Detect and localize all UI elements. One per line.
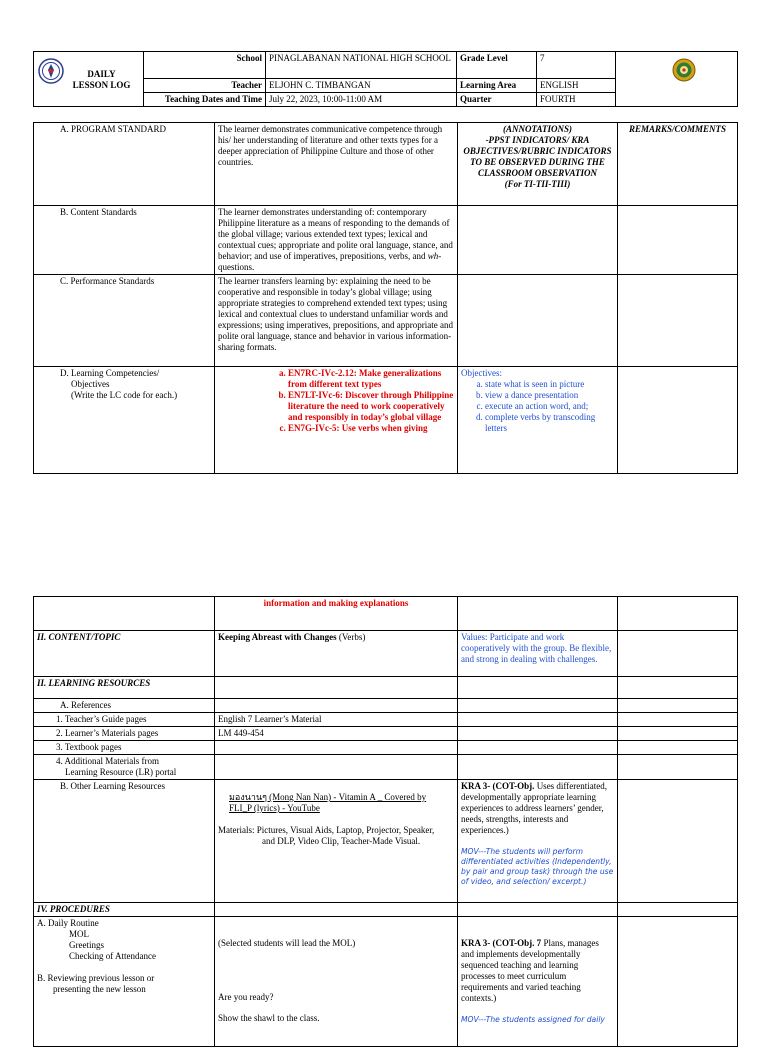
ready-question: Are you ready? [218, 992, 274, 1002]
values-text: Values: Participate and work cooperatively with the group. Be flexible, and strong in dealing with challenges. [458, 631, 618, 677]
kra1-cell [458, 780, 618, 903]
objective-item: c. execute an action word, and; [485, 401, 614, 412]
objective-item: d. complete verbs by transcoding letters [485, 412, 614, 434]
tb-cell-3 [458, 741, 618, 755]
kra2-text: Plans, manages and implements developmentally sequenced teaching and learning processes to meet curriculum requirements and varied teaching contexts.) [461, 938, 599, 1003]
video-link-line1[interactable]: มองนานๆ (Mong Nan Nan) - Vitamin A _ Covered by [229, 792, 427, 802]
learning-resources-label: II. LEARNING RESOURCES [34, 677, 215, 699]
kra2-title: KRA 3- (COT-Obj. 7 [461, 938, 542, 948]
procedure-notes-cell [215, 917, 458, 1047]
proc-cell-3 [458, 903, 618, 917]
school-value: PINAGLABANAN NATIONAL HIGH SCHOOL [266, 52, 457, 79]
routine-item: Greetings [69, 940, 104, 950]
ref-cell-2 [215, 699, 458, 713]
mov1-text: MOV---The students will perform differentiated activities (Independently, by pair and group task) through the use of video, and selection/ excerpt.) [461, 847, 614, 886]
content-topic-cell [215, 631, 458, 677]
objective-item: a. state what is seen in picture [485, 379, 614, 390]
teachers-guide-value: English 7 Learner’s Material [215, 713, 458, 727]
textbook-pages-label: 3. Textbook pages [34, 741, 215, 755]
title-lesson-log: LESSON LOG [72, 80, 131, 90]
deped-seal-icon [38, 58, 64, 84]
grade-value: 7 [537, 52, 616, 79]
mov2-text: MOV---The students assigned for daily [461, 1015, 605, 1024]
review-label-1: B. Reviewing previous lesson or [37, 973, 155, 983]
other-resources-cell [215, 780, 458, 903]
review-label-2: presenting the new lesson [53, 984, 146, 994]
annotations-head: (ANNOTATIONS) [502, 124, 572, 134]
teacher-label: Teacher [144, 79, 266, 93]
annotations-tail: (For TI-TII-TIII) [504, 179, 571, 189]
additional-materials-label-1: 4. Additional Materials from [56, 756, 159, 766]
cont-label-cell [34, 597, 215, 631]
competencies-label [34, 367, 215, 474]
quarter-label: Quarter [457, 93, 537, 107]
remarks-cell-b [618, 206, 738, 275]
procedures-label: IV. PROCEDURES [34, 903, 215, 917]
tb-cell-2 [215, 741, 458, 755]
area-label: Learning Area [457, 79, 537, 93]
daily-routine-label: A. Daily Routine [37, 918, 99, 928]
content-remarks-cell [618, 631, 738, 677]
content-standards-post: -questions. [218, 251, 442, 272]
procedures-table [33, 596, 738, 1047]
lr-cell-3 [458, 677, 618, 699]
competency-continued: information and making explanations [215, 597, 458, 631]
other-resources-label: B. Other Learning Resources [34, 780, 215, 903]
additional-materials-label-2: Learning Resource (LR) portal [65, 767, 177, 777]
ref-cell-3 [458, 699, 618, 713]
routine-item: Checking of Attendance [69, 951, 156, 961]
competency-item: b. EN7LT-IVc-6: Discover through Philippine literature the need to work cooperatively and responsibly in today’s global village [288, 390, 454, 423]
area-value: ENGLISH [537, 79, 616, 93]
school-label: School [144, 52, 266, 79]
content-topic-label: II. CONTENT/TOPIC [34, 631, 215, 677]
routine-item: MOL [69, 929, 89, 939]
performance-standards-text: The learner transfers learning by: explaining the need to be cooperative and responsible in today’s global village; using appropriate strategies to comprehend extended text types; using lexical and contextual clues to understand unfamiliar words and expressions; using imperatives, prepositions, and appropriate and polite oral language, stance and behavior in various information-sharing formats. [215, 275, 458, 367]
performance-standards-label: C. Performance Standards [34, 275, 215, 367]
standards-table [33, 122, 738, 474]
references-label: A. References [34, 699, 215, 713]
teachers-guide-label: 1. Teacher’s Guide pages [34, 713, 215, 727]
ref-cell-4 [618, 699, 738, 713]
mol-note: (Selected students will lead the MOL) [218, 938, 356, 948]
title-daily: DAILY [87, 69, 116, 79]
add-cell-2 [215, 755, 458, 780]
additional-materials-label [34, 755, 215, 780]
teacher-value: ELJOHN C. TIMBANGAN [266, 79, 457, 93]
school-seal-icon [672, 58, 696, 82]
kra1-title: KRA 3- (COT-Obj. [461, 781, 535, 791]
dates-value: July 22, 2023, 10:00-11:00 AM [266, 93, 457, 107]
materials-line1: Materials: Pictures, Visual Aids, Laptop, Projector, Speaker, [218, 825, 435, 835]
competencies-label-3: (Write the LC code for each.) [71, 390, 178, 400]
quarter-value: FOURTH [537, 93, 616, 107]
competencies-label-2: Objectives [71, 379, 110, 389]
competency-item: a. EN7RC-IVc-2.12: Make generalizations from different text types [288, 368, 454, 390]
dates-label: Teaching Dates and Time [144, 93, 266, 107]
proc-cell-2 [215, 903, 458, 917]
annotations-body: -PPST INDICATORS/ KRA OBJECTIVES/RUBRIC INDICATORS TO BE OBSERVED DURING THE CLASSROOM OBSERVATION [463, 135, 612, 178]
add-cell-4 [618, 755, 738, 780]
proc-cell-4 [618, 903, 738, 917]
competencies-label-1: D. Learning Competencies/ [60, 368, 160, 378]
lm-cell-4 [618, 727, 738, 741]
other-remarks-cell [618, 780, 738, 903]
content-standards-em: wh [427, 251, 439, 261]
header-table [33, 51, 738, 107]
materials-line2: and DLP, Video Clip, Teacher-Made Visual. [262, 836, 421, 846]
cont-remarks-cell [618, 597, 738, 631]
objective-item: b. view a dance presentation [485, 390, 614, 401]
lr-cell-2 [215, 677, 458, 699]
annot-cell-b [458, 206, 618, 275]
procedure-remarks-cell [618, 917, 738, 1047]
content-topic-title: Keeping Abreast with Changes [218, 632, 337, 642]
program-standard-label: A. PROGRAM STANDARD [34, 123, 215, 206]
program-standard-text: The learner demonstrates communicative competence through his/ her understanding of literature and other texts types for a deeper appreciation of Philippine Culture and those of other countries. [215, 123, 458, 206]
shawl-instruction: Show the shawl to the class. [218, 1013, 320, 1023]
kra2-cell [458, 917, 618, 1047]
annotations-header [458, 123, 618, 206]
competency-list [218, 368, 454, 434]
content-topic-rest: (Verbs) [336, 632, 366, 642]
content-standards-pre: The learner demonstrates understanding of: contemporary Philippine literature as a means of responding to the demands of the global village; various extended text types; lexical and contextual cues; appropriate and polite oral language, stance, and behavior; and use of imperatives, prepositions, verbs, and [218, 207, 453, 261]
tg-cell-3 [458, 713, 618, 727]
cont-annot-cell [458, 597, 618, 631]
objectives-list [461, 379, 614, 434]
annot-cell-c [458, 275, 618, 367]
grade-label: Grade Level [457, 52, 537, 79]
lr-cell-4 [618, 677, 738, 699]
tg-cell-4 [618, 713, 738, 727]
tb-cell-4 [618, 741, 738, 755]
content-standards-label: B. Content Standards [34, 206, 215, 275]
competencies-cell [215, 367, 458, 474]
video-link-line2[interactable]: FLI_P (lyrics) - YouTube [229, 803, 320, 813]
header-seal-cell [616, 52, 738, 107]
competency-item: c. EN7G-IVc-5: Use verbs when giving [288, 423, 454, 434]
kra1-text: Uses differentiated, developmentally appropriate learning experiences to address learners’ gender, needs, strengths, interests and experiences.) [461, 781, 607, 835]
lm-cell-3 [458, 727, 618, 741]
remarks-header: REMARKS/COMMENTS [618, 123, 738, 206]
learners-materials-value: LM 449-454 [215, 727, 458, 741]
objectives-cell [458, 367, 618, 474]
objectives-head: Objectives: [461, 368, 502, 378]
routine-cell [34, 917, 215, 1047]
learners-materials-label: 2. Learner’s Materials pages [34, 727, 215, 741]
content-standards-text [215, 206, 458, 275]
add-cell-3 [458, 755, 618, 780]
header-title-cell [34, 52, 144, 107]
remarks-cell-d [618, 367, 738, 474]
remarks-cell-c [618, 275, 738, 367]
